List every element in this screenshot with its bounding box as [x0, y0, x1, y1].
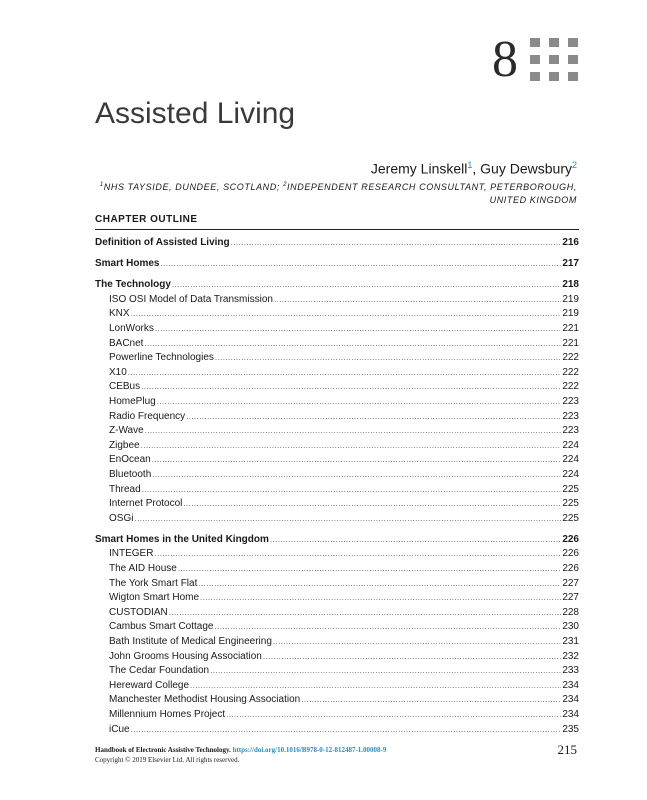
toc-leader-dots: [144, 337, 561, 352]
toc-leader-dots: [160, 257, 561, 272]
toc-leader-dots: [131, 723, 562, 738]
toc-entry-page: 225: [562, 512, 579, 524]
toc-entry-label: Bath Institute of Medical Engineering: [109, 635, 272, 647]
toc-entry-label: The York Smart Flat: [109, 577, 198, 589]
toc-entry[interactable]: [95, 257, 579, 272]
copyright-notice: Copyright © 2019 Elsevier Ltd. All rights reserved.: [95, 756, 240, 764]
toc-entry-label: ISO OSI Model of Data Transmission: [109, 293, 273, 305]
toc-entry-label: Smart Homes: [95, 258, 160, 270]
toc-entry[interactable]: [95, 439, 579, 454]
toc-entry-label: The Technology: [95, 279, 171, 291]
toc-entry-page: 225: [562, 498, 579, 510]
toc-entry-label: OSGi: [109, 512, 134, 524]
toc-leader-dots: [169, 606, 562, 621]
toc-entry-label: INTEGER: [109, 548, 154, 560]
outline-heading: CHAPTER OUTLINE: [95, 214, 198, 225]
toc-entry-page: 225: [562, 483, 579, 495]
toc-entry-page: 219: [562, 308, 579, 320]
toc-entry[interactable]: [95, 307, 579, 322]
toc-leader-dots: [215, 351, 561, 366]
toc-entry[interactable]: [95, 278, 579, 293]
toc-entry[interactable]: [95, 650, 579, 665]
toc-entry[interactable]: [95, 620, 579, 635]
toc-entry-label: Z-Wave: [109, 425, 144, 437]
affiliations: [97, 179, 577, 207]
toc-entry-label: Hereward College: [109, 679, 190, 691]
toc-entry[interactable]: [95, 424, 579, 439]
toc-leader-dots: [128, 366, 562, 381]
toc-leader-dots: [210, 664, 561, 679]
toc-entry-page: 216: [562, 237, 579, 248]
toc-leader-dots: [152, 453, 562, 468]
toc-leader-dots: [273, 635, 561, 650]
toc-entry[interactable]: [95, 606, 579, 621]
toc-entry-page: 231: [562, 635, 579, 647]
toc-leader-dots: [200, 591, 561, 606]
toc-entry-page: 226: [562, 562, 579, 574]
affiliation-marker: 1: [99, 182, 104, 188]
chapter-grid-icon: [530, 38, 578, 82]
authors: [371, 156, 577, 178]
toc-entry-page: 234: [562, 694, 579, 706]
toc-entry-page: 234: [562, 708, 579, 720]
toc-leader-dots: [198, 577, 561, 592]
toc-entry-label: John Grooms Housing Association: [109, 650, 262, 662]
toc-entry-label: Wigton Smart Home: [109, 592, 200, 604]
toc-leader-dots: [141, 380, 561, 395]
toc-entry[interactable]: [95, 547, 579, 562]
toc-leader-dots: [141, 439, 562, 454]
toc-leader-dots: [154, 547, 561, 562]
book-title: Handbook of Electronic Assistive Technology.: [95, 746, 231, 754]
toc-leader-dots: [142, 483, 562, 498]
toc-entry-label: The Cedar Foundation: [109, 665, 210, 677]
toc-entry-page: 221: [562, 322, 579, 334]
toc-entry[interactable]: [95, 512, 579, 527]
toc-entry-page: 234: [562, 679, 579, 691]
toc-leader-dots: [301, 693, 561, 708]
toc-entry-label: Zigbee: [109, 439, 140, 451]
toc-entry-label: Definition of Assisted Living: [95, 237, 230, 248]
toc-entry-page: 223: [562, 395, 579, 407]
toc-entry[interactable]: [95, 337, 579, 352]
toc-entry-page: 218: [562, 279, 579, 291]
affiliation-marker: 1: [467, 160, 473, 170]
toc-entry-page: 226: [562, 548, 579, 560]
toc-entry-label: HomePlug: [109, 395, 156, 407]
toc-entry[interactable]: [95, 380, 579, 395]
toc-leader-dots: [157, 395, 562, 410]
toc-entry-page: 235: [562, 723, 579, 735]
affiliation-marker: 2: [571, 160, 577, 170]
toc-entry[interactable]: [95, 236, 579, 251]
toc-entry-label: X10: [109, 366, 127, 378]
toc-entry[interactable]: [95, 395, 579, 410]
toc-entry-page: 223: [562, 410, 579, 422]
toc-entry-page: 222: [562, 352, 579, 364]
toc-entry[interactable]: [95, 453, 579, 468]
toc-leader-dots: [270, 533, 561, 548]
toc-entry-label: EnOcean: [109, 454, 151, 466]
toc-entry-page: 223: [562, 425, 579, 437]
toc-entry-page: 230: [562, 621, 579, 633]
toc-entry-label: Powerline Technologies: [109, 352, 214, 364]
toc-entry[interactable]: [95, 664, 579, 679]
toc-entry-page: 222: [562, 366, 579, 378]
toc-entry-label: Bluetooth: [109, 468, 152, 480]
toc-entry-label: Smart Homes in the United Kingdom: [95, 533, 269, 545]
toc-entry-page: 227: [562, 592, 579, 604]
toc-entry[interactable]: [95, 366, 579, 381]
toc-entry-page: 227: [562, 577, 579, 589]
toc-entry-page: 233: [562, 665, 579, 677]
toc-leader-dots: [134, 512, 561, 527]
toc-entry-label: Cambus Smart Cottage: [109, 621, 214, 633]
author-name: Jeremy Linskell: [370, 160, 468, 177]
toc-leader-dots: [178, 562, 562, 577]
toc-entry-label: Manchester Methodist Housing Association: [109, 694, 301, 706]
toc-entry-label: CUSTODIAN: [109, 606, 168, 618]
toc-leader-dots: [274, 293, 561, 308]
toc-entry[interactable]: [95, 693, 579, 708]
toc-entry-label: Millennium Homes Project: [109, 708, 226, 720]
toc-entry[interactable]: [95, 497, 579, 512]
toc-leader-dots: [155, 322, 561, 337]
toc-entry-label: KNX: [109, 308, 130, 320]
toc-entry-label: Thread: [109, 483, 141, 495]
toc-entry-page: 222: [562, 381, 579, 393]
toc-entry-page: 228: [562, 606, 579, 618]
page-number: 215: [557, 742, 577, 757]
toc-entry[interactable]: [95, 468, 579, 483]
toc-leader-dots: [131, 307, 562, 322]
toc-entry-label: BACnet: [109, 337, 144, 349]
toc-leader-dots: [186, 410, 561, 425]
toc-leader-dots: [145, 424, 562, 439]
toc-entry[interactable]: [95, 562, 579, 577]
affiliation-marker: 2: [283, 182, 288, 188]
toc-entry-label: CEBus: [109, 381, 141, 393]
toc-entry-label: Radio Frequency: [109, 410, 186, 422]
toc-leader-dots: [152, 468, 561, 483]
affiliation-text: NHS TAYSIDE, DUNDEE, SCOTLAND;: [103, 182, 284, 192]
toc-entry-page: 224: [562, 439, 579, 451]
toc-entry[interactable]: [95, 723, 579, 738]
toc-entry[interactable]: [95, 577, 579, 592]
chapter-outline: [95, 236, 579, 737]
chapter-number: 8: [492, 31, 518, 88]
toc-entry[interactable]: [95, 708, 579, 723]
toc-entry[interactable]: [95, 351, 579, 366]
toc-entry-page: 232: [562, 650, 579, 662]
toc-entry-page: 226: [562, 533, 579, 545]
author-separator: ,: [472, 160, 481, 177]
toc-entry[interactable]: [95, 322, 579, 337]
toc-entry-label: The AID House: [109, 562, 177, 574]
chapter-title: Assisted Living: [95, 97, 296, 130]
toc-entry-page: 217: [562, 258, 579, 270]
toc-leader-dots: [231, 236, 562, 251]
toc-leader-dots: [172, 278, 561, 293]
page-footer: [95, 745, 386, 765]
toc-entry-label: LonWorks: [109, 322, 154, 334]
toc-entry[interactable]: [95, 635, 579, 650]
toc-entry-page: 224: [562, 454, 579, 466]
toc-leader-dots: [226, 708, 561, 723]
toc-entry[interactable]: [95, 591, 579, 606]
toc-leader-dots: [263, 650, 561, 665]
toc-entry[interactable]: [95, 483, 579, 498]
toc-entry-page: 221: [562, 337, 579, 349]
toc-entry-label: Internet Protocol: [109, 498, 183, 510]
toc-entry[interactable]: [95, 410, 579, 425]
toc-leader-dots: [183, 497, 561, 512]
outline-divider: [95, 229, 579, 230]
toc-entry-page: 224: [562, 468, 579, 480]
toc-entry[interactable]: [95, 293, 579, 308]
toc-entry[interactable]: [95, 533, 579, 548]
doi-link[interactable]: https://doi.org/10.1016/B978-0-12-812487-1.00008-9: [232, 746, 387, 754]
toc-entry-label: iCue: [109, 723, 130, 735]
toc-entry[interactable]: [95, 679, 579, 694]
author-name: Guy Dewsbury: [480, 160, 572, 177]
toc-leader-dots: [215, 620, 562, 635]
toc-entry-page: 219: [562, 293, 579, 305]
toc-leader-dots: [190, 679, 561, 694]
affiliation-text: INDEPENDENT RESEARCH CONSULTANT, PETERBOROUGH, UNITED KINGDOM: [287, 182, 577, 205]
